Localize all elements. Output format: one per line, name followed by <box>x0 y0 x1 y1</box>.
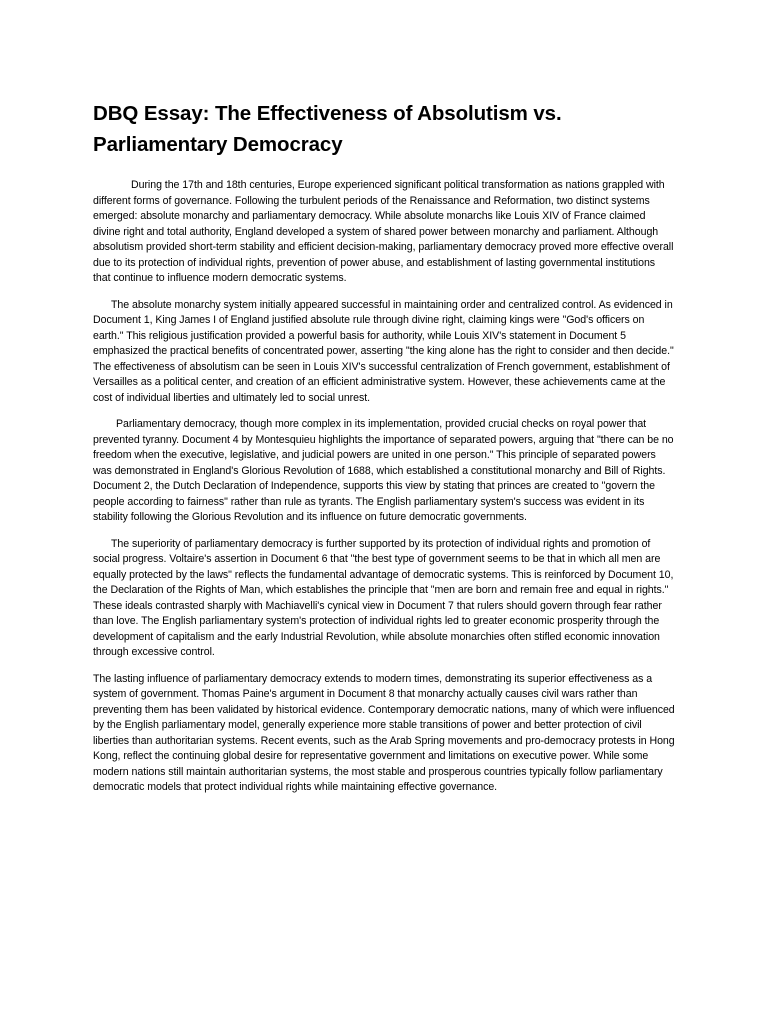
paragraph-introduction: During the 17th and 18th centuries, Europe experienced significant political transformation as nations grappled with different forms of governance. Following the turbulent periods of the Renaissance and Reformation, two distinct systems emerged: absolute monarchy and parliamentary democracy. While absolute monarchs like Louis XIV of France claimed divine right and total authority, England developed a system of shared power between monarchy and parliament. Although absolutism provided short-term stability and efficient decision-making, parliamentary democracy proved more effective overall due to its protection of individual rights, prevention of power abuse, and establishment of lasting governmental institutions that continue to influence modern democratic systems. <box>93 179 674 284</box>
paragraph-absolutism: The absolute monarchy system initially appeared successful in maintaining order and centralized control. As evidenced in Document 1, King James I of England justified absolute rule through divine right, claiming kings were "God's officers on earth." This religious justification provided a powerful basis for authority, while Louis XIV's statement in Document 5 emphasized the practical benefits of concentrated power, asserting "the king alone has the right to consider and then decide." The effectiveness of absolutism can be seen in Louis XIV's successful centralization of French government, establishment of Versailles as a political center, and creation of an efficient administrative system. However, these achievements came at the cost of individual liberties and ultimately led to social unrest. <box>93 298 674 404</box>
document-title: DBQ Essay: The Effectiveness of Absolutism vs. Parliamentary Democracy <box>93 102 562 156</box>
paragraph-lasting-influence: The lasting influence of parliamentary democracy extends to modern times, demonstrating its superior effectiveness as a system of government. Thomas Paine's argument in Document 8 that monarchy actually causes civil wars rather than preventing them has been validated by historical evidence. Contemporary democratic nations, many of which were influenced by the English parliamentary model, generally experience more stable transitions of power and better protection of civil liberties than authoritarian systems. Recent events, such as the Arab Spring movements and pro-democracy protests in Hong Kong, reflect the continuing global desire for representative government and limitations on executive power. While some modern nations still maintain authoritarian systems, the most stable and prosperous countries typically follow parliamentary democratic models that protect individual rights while maintaining effective governance. <box>93 672 675 793</box>
paragraph-individual-rights: The superiority of parliamentary democracy is further supported by its protection of individual rights and promotion of social progress. Voltaire's assertion in Document 6 that "the best type of government seems to be that in which all men are equally protected by the laws" reflects the fundamental advantage of democratic systems. This is reinforced by Document 10, the Declaration of the Rights of Man, which establishes the principle that "men are born and remain free and equal in rights." These ideals contrasted sharply with Machiavelli's cynical view in Document 7 that rulers should govern through fear rather than love. The English parliamentary system's protection of individual rights led to greater economic prosperity through the development of capitalism and the early Industrial Revolution, while absolute monarchies often stifled economic innovation through excessive control. <box>93 537 674 658</box>
paragraph-parliamentary-democracy: Parliamentary democracy, though more complex in its implementation, provided crucial checks on royal power that prevented tyranny. Document 4 by Montesquieu highlights the importance of separated powers, arguing that "there can be no freedom when the executive, legislative, and judicial powers are united in one person." This principle of separated powers was demonstrated in England's Glorious Revolution of 1688, which established a constitutional monarchy and Bill of Rights. Document 2, the Dutch Declaration of Independence, supports this view by stating that princes are created to "govern the people according to fairness" rather than rule as tyrants. The English parliamentary system's success was evident in its stability following the Glorious Revolution and its influence on future democratic governments. <box>93 418 674 523</box>
document-page <box>93 98 675 807</box>
